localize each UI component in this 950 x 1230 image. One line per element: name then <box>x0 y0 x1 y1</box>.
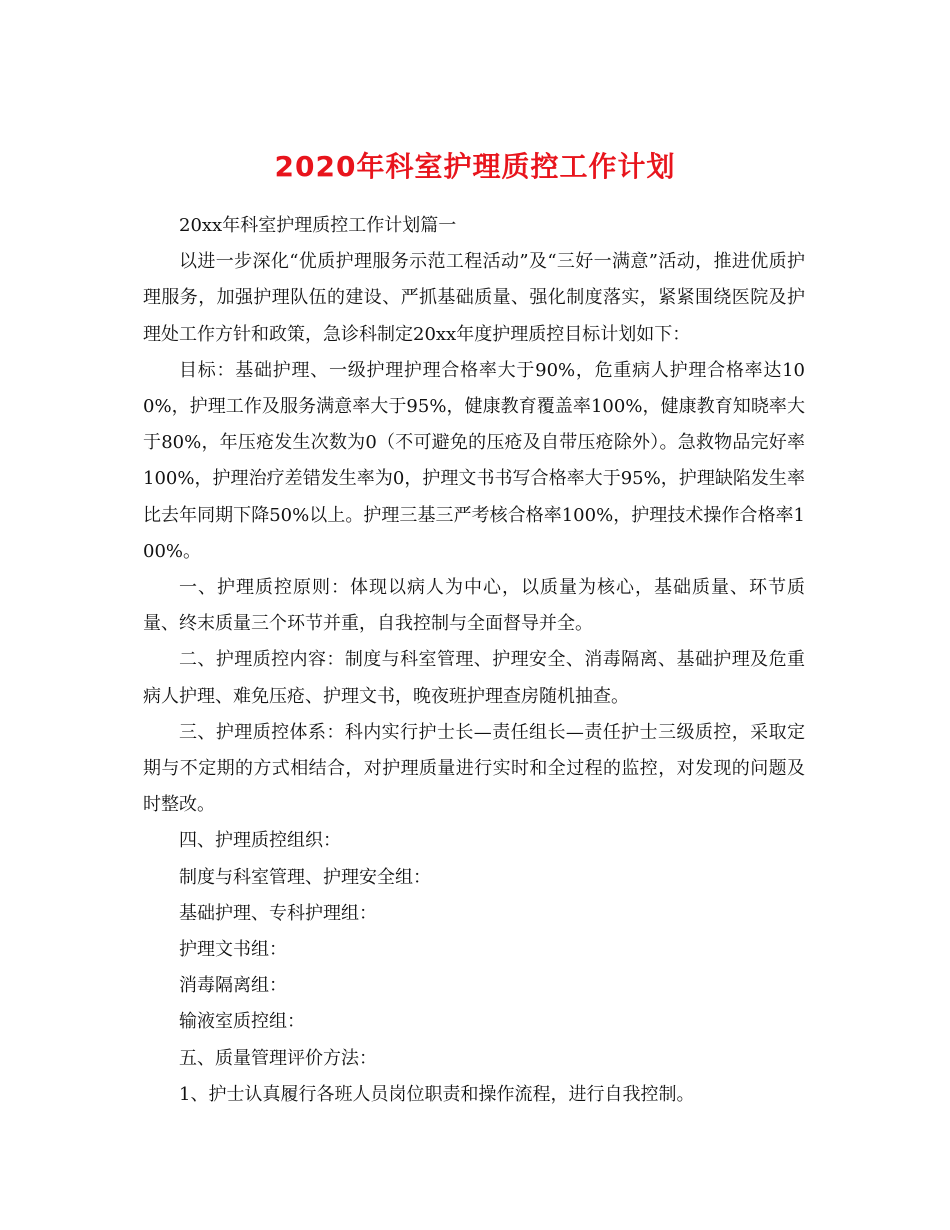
paragraph-group-management: 制度与科室管理、护理安全组： <box>179 866 431 888</box>
paragraph-content: 二、护理质控内容：制度与科室管理、护理安全、消毒隔离、基础护理及危重病人护理、难免压疮、护理文书，晚夜班护理查房随机抽查。 <box>143 649 805 707</box>
paragraph-organization-heading: 四、护理质控组织： <box>179 830 341 852</box>
document-body <box>143 208 805 1113</box>
paragraph-principles: 一、护理质控原则：体现以病人为中心，以质量为核心，基础质量、环节质量、终末质量三个环节并重，自我控制与全面督导并全。 <box>143 577 805 635</box>
paragraph-subtitle: 20xx年科室护理质控工作计划篇一 <box>179 215 457 236</box>
paragraph-evaluation-heading: 五、质量管理评价方法： <box>179 1047 377 1069</box>
paragraph-group-documents: 护理文书组： <box>179 939 287 961</box>
paragraph-group-basic-care: 基础护理、专科护理组： <box>179 902 377 924</box>
document-title: 2020年科室护理质控工作计划 <box>274 149 676 183</box>
paragraph-intro: 以进一步深化“优质护理服务示范工程活动”及“三好一满意”活动，推进优质护理服务，加强护理队伍的建设、严抓基础质量、强化制度落实，紧紧围绕医院及护理处工作方针和政策，急诊科制定20xx年度护理质控目标计划如下： <box>143 251 805 345</box>
paragraph-goals: 目标：基础护理、一级护理护理合格率大于90%，危重病人护理合格率达100%，护理工作及服务满意率大于95%，健康教育覆盖率100%，健康教育知晓率大于80%，年压疮发生次数为0（不可避免的压疮及自带压疮除外）。急救物品完好率100%，护理治疗差错发生率为0，护理文书书写合格率大于95%，护理缺陷发生率比去年同期下降50%以上。护理三基三严考核合格率100%，护理技术操作合格率100%。 <box>143 359 805 562</box>
paragraph-system: 三、护理质控体系：科内实行护士长—责任组长—责任护士三级质控，采取定期与不定期的方式相结合，对护理质量进行实时和全过程的监控，对发现的问题及时整改。 <box>143 721 805 816</box>
paragraph-group-infusion: 输液室质控组： <box>179 1011 305 1033</box>
paragraph-evaluation-item-1: 1、护士认真履行各班人员岗位职责和操作流程，进行自我控制。 <box>179 1083 695 1105</box>
paragraph-group-disinfection: 消毒隔离组： <box>179 975 287 997</box>
